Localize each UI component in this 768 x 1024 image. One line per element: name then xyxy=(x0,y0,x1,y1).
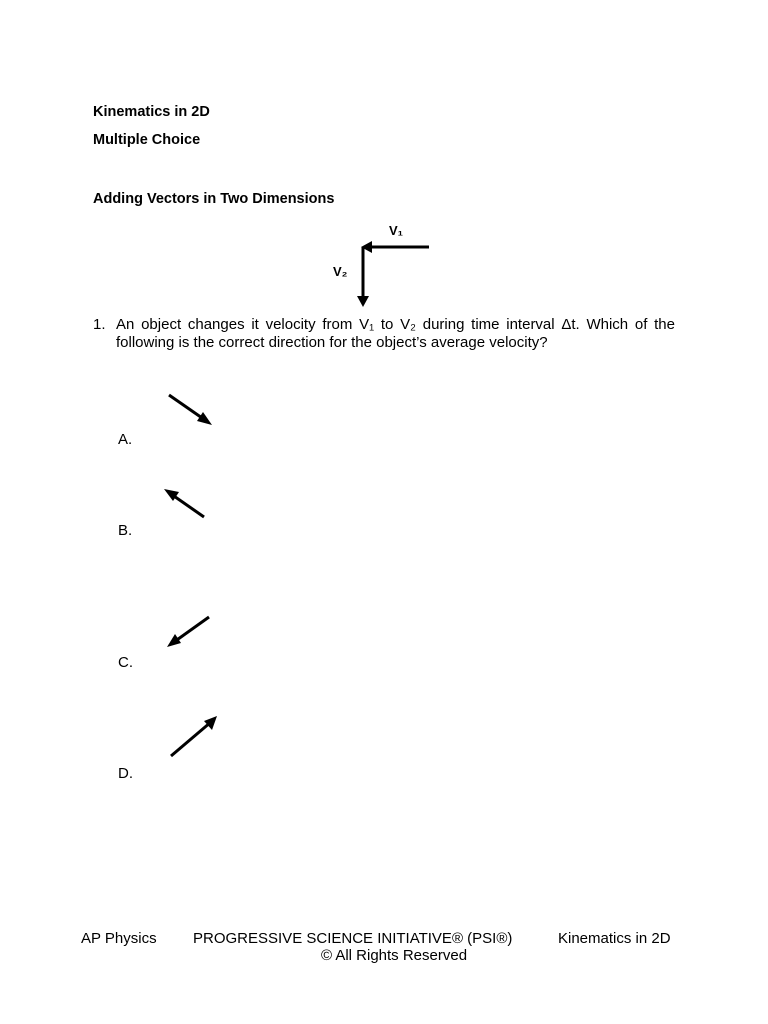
choice-c-label[interactable]: C. xyxy=(118,654,133,671)
question-number: 1. xyxy=(93,316,106,333)
choice-a-label[interactable]: A. xyxy=(118,431,133,448)
choice-d-arrow-up-right-icon xyxy=(165,710,223,762)
footer-publisher: PROGRESSIVE SCIENCE INITIATIVE® (PSI®) xyxy=(193,930,513,947)
choice-a-arrow-down-right-icon xyxy=(164,390,218,432)
footer-course: AP Physics xyxy=(81,930,157,947)
choice-c-arrow-down-left-icon xyxy=(161,612,215,654)
choice-b-arrow-up-left-icon xyxy=(158,483,210,523)
v1-label: V₁ xyxy=(389,223,404,238)
choice-d-label[interactable]: D. xyxy=(118,765,133,782)
document-subtitle: Multiple Choice xyxy=(93,132,201,148)
question-1 xyxy=(93,316,675,352)
vector-diagram xyxy=(350,236,440,312)
v2-arrow-down-icon xyxy=(357,247,369,307)
v1-arrow-left-icon xyxy=(361,241,429,253)
document-title: Kinematics in 2D xyxy=(93,104,210,120)
choice-b-label[interactable]: B. xyxy=(118,522,133,539)
footer-unit: Kinematics in 2D xyxy=(558,930,671,947)
footer-copyright: © All Rights Reserved xyxy=(320,947,468,964)
v2-label: V₂ xyxy=(333,264,348,279)
section-heading: Adding Vectors in Two Dimensions xyxy=(93,191,335,207)
question-text: An object changes it velocity from V₁ to V₂ during time interval Δt. Which of the following is the correct direction for the object’s average velocity? xyxy=(116,316,675,351)
